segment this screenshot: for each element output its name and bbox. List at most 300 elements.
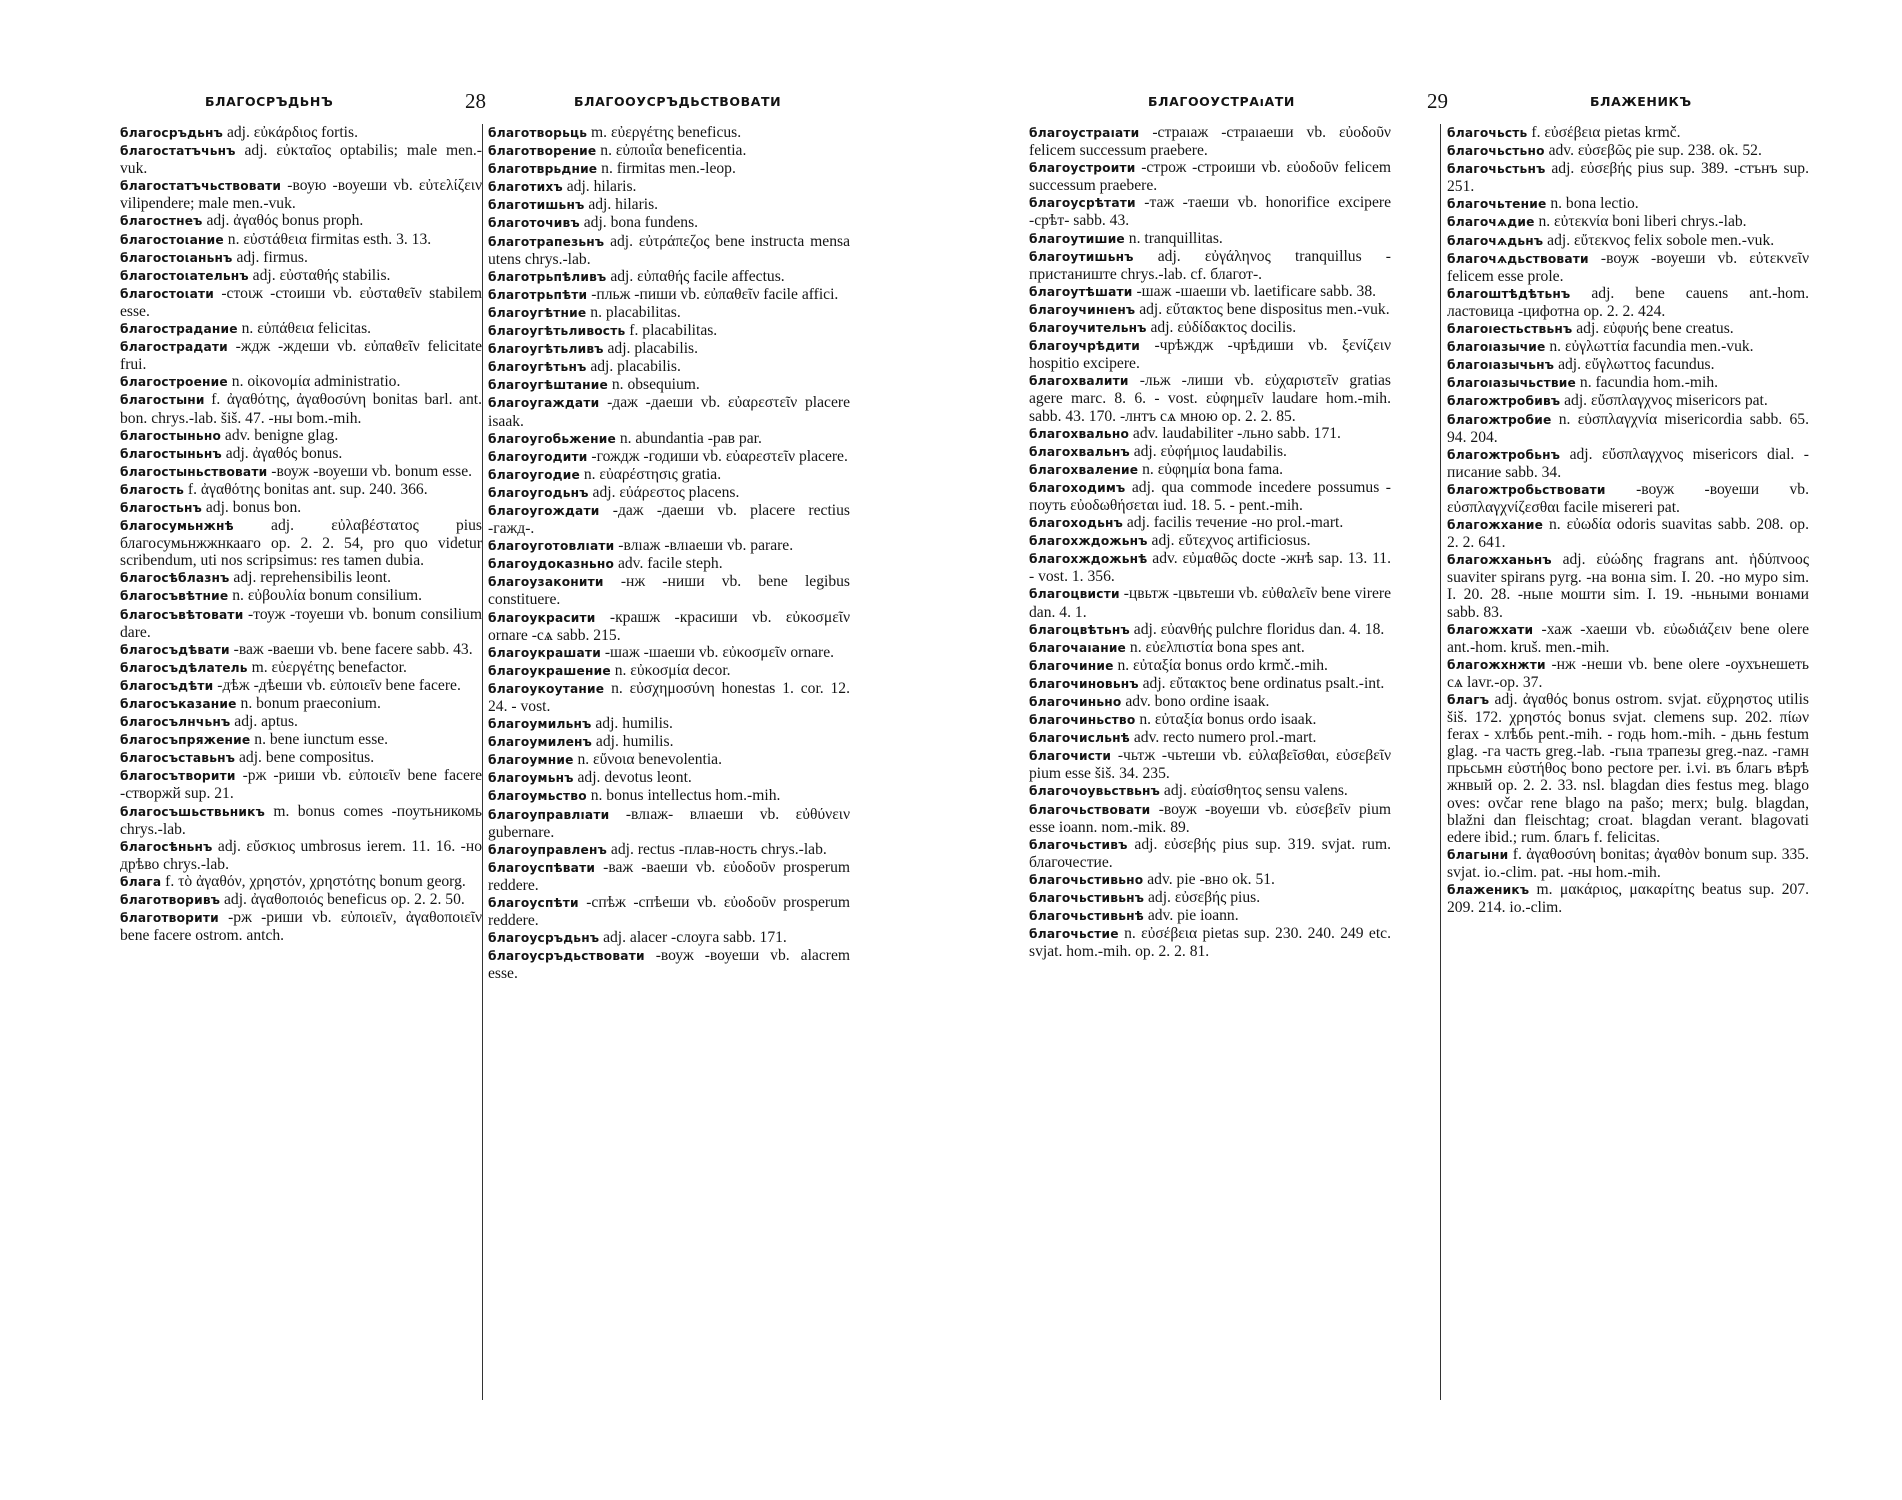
entry-headword: благоуправлıати — [488, 807, 610, 822]
entry-headword: благоучинıенъ — [1029, 302, 1136, 317]
entry-definition: adj. εὔτεκνος felix sobole men.-vuk. — [1543, 231, 1775, 249]
dictionary-entry — [120, 267, 482, 285]
dictionary-entry — [120, 463, 482, 481]
entry-definition: n. εὐσχημοσύνη honestas 1. cor. 12. 24. - vost. — [488, 679, 850, 715]
entry-headword: благоугѣтние — [488, 305, 587, 320]
entry-headword: благотрьпѣти — [488, 287, 588, 302]
dictionary-entry — [488, 430, 850, 448]
entry-definition: adj. placabilis. — [603, 340, 698, 358]
entry-definition: n. εὐπάθεια felicitas. — [237, 320, 372, 338]
dictionary-entry — [120, 212, 482, 230]
entry-headword: благосъдѣвати — [120, 642, 230, 657]
dictionary-entry — [120, 499, 482, 517]
entry-definition: m. μακάριος, μακαρίτης beatus sup. 207. 209. 214. io.-clim. — [1447, 881, 1809, 917]
entry-definition: n. εὐβουλία bonum consilium. — [228, 587, 423, 605]
entry-headword: благочѧдьствовати — [1447, 251, 1589, 266]
entry-headword: благостроение — [120, 375, 228, 390]
entry-definition: -таж -таеши vb. honorifice excipere -срѣт- sabb. 43. — [1029, 194, 1391, 230]
dictionary-entry — [1029, 729, 1391, 747]
page-header-right — [951, 89, 1902, 114]
running-head-right: БЛАЖЕНИКЪ — [1590, 94, 1692, 109]
entry-definition: m. εὐεργέτης benefactor. — [247, 658, 407, 676]
entry-headword: благосътворити — [120, 769, 236, 784]
entry-definition: -пльж -пиши vb. εὐπαθεῖν facile affici. — [587, 285, 839, 303]
entry-definition: adv. pie -вно ok. 51. — [1143, 870, 1275, 888]
entry-definition: n. οἰκονομία administratio. — [227, 373, 401, 391]
column-4 — [1447, 124, 1809, 916]
entry-headword: благоусръдьнъ — [488, 931, 600, 946]
entry-definition: adv. laudabiliter -льно sabb. 171. — [1129, 424, 1341, 442]
dictionary-entry — [488, 715, 850, 733]
entry-headword: благочоувьствьнъ — [1029, 784, 1160, 799]
dictionary-entry — [120, 606, 482, 641]
dictionary-entry — [120, 249, 482, 267]
entry-definition: -шаж -шаеши vb. εὐκοσμεῖν ornare. — [600, 643, 835, 661]
entry-headword: благочьствовати — [1029, 802, 1151, 817]
entry-headword: благотворение — [488, 144, 597, 159]
dictionary-entry — [488, 859, 850, 894]
entry-definition: adj. εὔσπλαγχνος misericors pat. — [1560, 392, 1768, 410]
dictionary-entry — [120, 338, 482, 373]
entry-headword: благоштѣдѣтьнъ — [1447, 286, 1571, 301]
entry-headword: благочьсть — [1447, 126, 1528, 140]
dictionary-entry — [488, 160, 850, 178]
dictionary-entry — [1029, 693, 1391, 711]
entry-definition: n. εὐταξία bonus ordo isaak. — [1135, 711, 1317, 729]
column-3 — [1029, 124, 1391, 960]
entry-headword: благосъвѣтовати — [120, 607, 244, 622]
dictionary-entry — [1447, 551, 1809, 620]
entry-headword: благостнеъ — [120, 214, 203, 229]
dictionary-entry — [1447, 691, 1809, 846]
entry-definition: n. εὐγλωττία facundia men.-vuk. — [1545, 338, 1754, 356]
entry-headword: благоумние — [488, 753, 574, 768]
dictionary-entry — [1029, 461, 1391, 479]
entry-definition: adj. εὐλαβέστατος pius благосумьнжжнкааго op. 2. 2. 54, pro quo videtur scribendum, uti nos scripsimus: res tamen dubia. — [120, 517, 482, 570]
entry-headword: благъ — [1447, 693, 1490, 707]
entry-headword: благохждожьнѣ — [1029, 552, 1148, 567]
entry-headword: благожхнжти — [1447, 657, 1546, 672]
dictionary-entry — [120, 320, 482, 338]
entry-headword: благоточивъ — [488, 216, 580, 231]
entry-definition: adv. pie ioann. — [1143, 907, 1239, 925]
dictionary-entry — [488, 680, 850, 715]
dictionary-entry — [488, 733, 850, 751]
dictionary-entry — [120, 481, 482, 499]
entry-headword: благоходьнъ — [1029, 516, 1123, 531]
dictionary-entry — [1029, 925, 1391, 960]
dictionary-entry — [1029, 159, 1391, 194]
dictionary-entry — [120, 803, 482, 838]
entry-headword: благотворивъ — [120, 893, 221, 908]
entry-definition: n. obsequium. — [607, 376, 700, 394]
dictionary-entry — [488, 929, 850, 947]
entry-definition: adj. aptus. — [230, 713, 298, 731]
dictionary-entry — [120, 713, 482, 731]
entry-definition: adv. recto numero prol.-mart. — [1129, 729, 1317, 747]
dictionary-entry — [1029, 747, 1391, 782]
entry-headword: благоугодие — [488, 467, 580, 482]
dictionary-entry — [120, 767, 482, 802]
entry-headword: благоудоказньно — [488, 557, 615, 572]
entry-definition: adj. humilis. — [592, 733, 674, 751]
dictionary-entry — [1029, 621, 1391, 639]
entry-definition: n. bonus intellectus hom.-mih. — [586, 787, 781, 805]
entry-headword: благоуготовлıати — [488, 539, 615, 554]
dictionary-entry — [488, 947, 850, 982]
dictionary-entry — [488, 214, 850, 232]
entry-headword: благостоιаньнъ — [120, 250, 233, 265]
entry-definition: adj. εὔτεχνος artificiosus. — [1147, 532, 1311, 550]
entry-headword: благочьстие — [1029, 927, 1119, 942]
dictionary-entry — [1029, 230, 1391, 248]
entry-headword: благотворити — [120, 911, 219, 926]
entry-headword: благотрапезьнъ — [488, 234, 605, 249]
entry-headword: благочиньно — [1029, 695, 1122, 709]
entry-definition: adj. hilaris. — [584, 196, 659, 214]
column-2 — [488, 124, 850, 983]
entry-definition: adj. firmus. — [232, 248, 308, 266]
entry-headword: благостатъчьнъ — [120, 144, 236, 159]
dictionary-entry — [1447, 338, 1809, 356]
entry-definition: adj. εὐσταθής stabilis. — [248, 266, 391, 284]
entry-definition: adj. facilis течение -но prol.-mart. — [1122, 514, 1344, 532]
entry-headword: благохждожьнъ — [1029, 534, 1148, 549]
entry-definition: n. εὐαρέστησις gratia. — [579, 465, 722, 483]
dictionary-entry — [1447, 374, 1809, 392]
entry-definition: -крашж -красиши vb. εὐκοσμεῖν ornare -сѧ sabb. 215. — [488, 608, 850, 644]
entry-headword: благохвальнъ — [1029, 444, 1130, 459]
entry-headword: благочиние — [1029, 658, 1114, 673]
entry-definition: m. bonus comes -поутьникомь chrys.-lab. — [120, 802, 482, 838]
entry-headword: благострадати — [120, 340, 228, 355]
entry-definition: adj. εὐαίσθητος sensu valens. — [1160, 782, 1348, 800]
entry-definition: adj. ἀγαθοποιός beneficus op. 2. 2. 50. — [220, 891, 465, 909]
entry-headword: благочьстивьнѣ — [1029, 909, 1144, 924]
dictionary-entry — [120, 231, 482, 249]
dictionary-entry — [488, 751, 850, 769]
dictionary-entry — [120, 587, 482, 605]
entry-headword: благожхание — [1447, 518, 1544, 533]
column-rule — [1440, 124, 1441, 1400]
entry-headword: благоукрашение — [488, 663, 611, 678]
entry-headword: благоугѣштание — [488, 378, 608, 393]
entry-headword: благоугодити — [488, 449, 588, 464]
entry-definition: adj. εὐκταῖος optabilis; male men.-vuk. — [120, 142, 482, 178]
dictionary-entry — [1029, 675, 1391, 693]
entry-headword: благосъдѣти — [120, 678, 214, 693]
entry-headword: благотихъ — [488, 180, 563, 195]
entry-definition: adj. devotus leont. — [573, 769, 692, 787]
entry-headword: благожхати — [1447, 622, 1534, 637]
dictionary-entry — [488, 644, 850, 662]
dictionary-entry — [1447, 195, 1809, 213]
entry-definition: adv. facile steph. — [614, 555, 723, 573]
dictionary-entry — [120, 177, 482, 212]
entry-definition: -нж -ниши vb. bene legibus constituere. — [488, 573, 850, 609]
dictionary-entry — [1029, 248, 1391, 283]
entry-definition: -нж -неши vb. bene olere -оухънешеть сѧ lavr.-op. 37. — [1447, 655, 1809, 691]
dictionary-entry — [1029, 479, 1391, 514]
entry-headword: благожтробивъ — [1447, 394, 1561, 409]
entry-definition: n. εὐσπλαγχνία misericordia sabb. 65. 94. 204. — [1447, 410, 1809, 446]
entry-definition: n. εὐωδία odoris suavitas sabb. 208. op. 2. 2. 641. — [1447, 516, 1809, 552]
entry-headword: благосълнчьнъ — [120, 715, 231, 730]
entry-headword: благоумьнъ — [488, 771, 574, 786]
dictionary-entry — [1029, 585, 1391, 620]
entry-headword: благочьстьно — [1447, 144, 1545, 159]
dictionary-entry — [120, 517, 482, 569]
entry-definition: adj. εὐανθής pulchre floridus dan. 4. 18. — [1129, 620, 1385, 638]
dictionary-entry — [488, 502, 850, 537]
entry-definition: -чрѣждж -чрѣдиши vb. ξενίζειν hospitio excipere. — [1029, 337, 1391, 373]
dictionary-entry — [488, 894, 850, 929]
dictionary-entry — [1029, 124, 1391, 159]
entry-definition: adj. εὐάρεστος placens. — [588, 483, 740, 501]
dictionary-entry — [1447, 232, 1809, 250]
entry-headword: благоутишие — [1029, 231, 1125, 246]
dictionary-entry — [1447, 481, 1809, 516]
entry-headword: благоıестьствьнъ — [1447, 322, 1573, 337]
dictionary-entry — [488, 573, 850, 608]
entry-definition: n. εὐταξία bonus ordo krmč.-mih. — [1113, 656, 1328, 674]
entry-definition: adj. humilis. — [591, 715, 673, 733]
entry-definition: -влıаж- влıаеши vb. εὐθύνειν gubernare. — [488, 805, 850, 841]
entry-headword: благочѧдие — [1447, 215, 1535, 230]
entry-definition: f. ἀγαθότης bonitas ant. sup. 240. 366. — [184, 480, 428, 498]
entry-definition: n. bona lectio. — [1546, 195, 1639, 213]
entry-headword: благожтробие — [1447, 412, 1552, 427]
right-page — [951, 0, 1902, 1500]
entry-definition: adj. ἀγαθός bonus. — [221, 444, 343, 462]
dictionary-entry — [1447, 250, 1809, 285]
entry-definition: adj. bene compositus. — [235, 749, 375, 767]
page-number: 29 — [1427, 89, 1448, 113]
dictionary-entry — [1029, 319, 1391, 337]
dictionary-entry — [488, 466, 850, 484]
entry-definition: -влıаж -влıаеши vb. parare. — [614, 537, 794, 555]
entry-definition: -страıаж -страıаеши vb. εὐοδοῦν felicem successum praebere. — [1029, 124, 1391, 160]
entry-definition: adj. εὐσεβής pius sup. 319. svjat. rum. благочестие. — [1029, 835, 1391, 871]
entry-headword: благочаıание — [1029, 640, 1127, 655]
entry-definition: -рж -риши vb. εὐποιεῖν bene facere -створжй sup. 21. — [120, 767, 482, 803]
entry-definition: -даж -даеши vb. placere rectius -гажд-. — [488, 501, 850, 538]
dictionary-entry — [120, 659, 482, 677]
entry-headword: благочьстьнъ — [1447, 162, 1546, 177]
entry-definition: n. εὐκοσμία decor. — [610, 661, 731, 679]
dictionary-entry — [120, 124, 482, 142]
entry-definition: adv. εὐσεβῶς pie sup. 238. ok. 52. — [1544, 142, 1762, 160]
dictionary-entry — [488, 124, 850, 142]
entry-headword: благочѧдьнъ — [1447, 233, 1544, 248]
entry-headword: благоугаждати — [488, 396, 600, 411]
entry-definition: adj. reprehensibilis leont. — [229, 569, 392, 587]
entry-definition: n. εὐτεκνία boni liberi chrys.-lab. — [1534, 213, 1747, 231]
entry-headword: благость — [120, 482, 184, 497]
dictionary-entry — [488, 142, 850, 160]
dictionary-entry — [120, 427, 482, 445]
entry-headword: благосъпряжение — [120, 733, 251, 748]
dictionary-entry — [1029, 711, 1391, 729]
dictionary-entry — [1029, 550, 1391, 585]
dictionary-entry — [488, 196, 850, 214]
entry-headword: благочисльнѣ — [1029, 731, 1130, 746]
dictionary-entry — [488, 787, 850, 805]
dictionary-entry — [120, 695, 482, 713]
entry-headword: благохваление — [1029, 462, 1139, 477]
dictionary-entry — [1447, 142, 1809, 160]
entry-headword: благоходимъ — [1029, 480, 1126, 495]
entry-definition: -льж -лиши vb. εὐχαριστεῖν gratias agere marc. 8. 6. - vost. εὐφημεῖν laudare hom.-mih. sabb. 43. 170. -лнтъ сѧ мною op. 2. 2. 85. — [1029, 372, 1391, 425]
entry-headword: благочисти — [1029, 749, 1112, 764]
dictionary-entry — [1447, 846, 1809, 881]
dictionary-entry — [488, 537, 850, 555]
dictionary-entry — [1029, 836, 1391, 871]
entry-definition: n. abundantia -рав par. — [615, 429, 762, 447]
entry-definition: -воуж -воуеши vb. εὐσεβεῖν pium esse ioann. nom.-mik. 89. — [1029, 800, 1391, 836]
entry-headword: благоугѣтьнъ — [488, 360, 587, 375]
entry-headword: благоусрѣтати — [1029, 196, 1136, 211]
entry-definition: -чьтж -чьтеши vb. εὐλαβεῖσθαι, εὐσεβεῖν pium esse šiš. 34. 235. — [1029, 747, 1391, 783]
entry-headword: благоуправленъ — [488, 842, 607, 857]
dictionary-entry — [488, 769, 850, 787]
dictionary-entry — [1029, 639, 1391, 657]
entry-headword: благосумьнжнѣ — [120, 519, 234, 534]
dictionary-entry — [120, 142, 482, 177]
dictionary-entry — [1447, 213, 1809, 231]
dictionary-entry — [120, 909, 482, 944]
entry-definition: adj. ἀγαθός bonus ostrom. svjat. εὔχρηστος utilis šiš. 172. χρηστός bonus svjat. clemens sup. 202. πίων ferax - хлѣбь pent.-mih. - годь hom.-mih. - дьнь festum glag. -га часть greg.-lab. -гыıа трапезы greg.-naz. -гамн прьсьмн εὐστήθος bono pectore per. i.vi. въ благь вѣрѣ жнвый op. 2. 2. 33. nsl. blagdan dies festus meg. blago oves: ovčar rene blago na pašo; merx; bulg. blagdan, blažni dan fleischtag; croat. blagdan verant. blagovati edere ibid.; rum. благь f. felicitas. — [1447, 691, 1809, 846]
entry-definition: adj. rectus -плав-ность chrys.-lab. — [607, 840, 827, 858]
entry-definition: adj. εὔγλωττος facundus. — [1554, 356, 1715, 374]
entry-headword: благостыньнъ — [120, 446, 222, 461]
entry-definition: n. tranquillitas. — [1124, 229, 1223, 247]
entry-definition: -важ -ваеши vb. bene facere sabb. 43. — [229, 640, 473, 658]
entry-headword: благосѣньнъ — [120, 839, 213, 854]
entry-headword: благочиньство — [1029, 713, 1136, 728]
dictionary-entry — [1447, 285, 1809, 320]
entry-definition: adj. εὔσπλαγχνος misericors dial. - писание sabb. 34. — [1447, 445, 1809, 481]
entry-definition: -воуж -воуеши vb. bonum esse. — [267, 462, 473, 480]
entry-definition: adj. bona fundens. — [579, 214, 699, 232]
entry-headword: благоугодьнъ — [488, 485, 589, 500]
entry-definition: -дѣж -дѣеши vb. εὐποιεῖν bene facere. — [213, 676, 461, 694]
entry-headword: благостыни — [120, 393, 205, 408]
entry-definition: n. placabilitas. — [586, 303, 681, 321]
dictionary-entry — [488, 484, 850, 502]
dictionary-entry — [488, 394, 850, 429]
entry-definition: adj. placabilis. — [586, 358, 681, 376]
entry-headword: благочьстивъ — [1029, 837, 1128, 852]
entry-definition: n. bene iunctum esse. — [250, 731, 389, 749]
dictionary-entry — [488, 322, 850, 340]
entry-headword: благоусръдьствовати — [488, 949, 645, 964]
entry-definition: n. εὐσέβεια pietas sup. 230. 240. 249 etc. svjat. hom.-mih. op. 2. 2. 81. — [1029, 925, 1391, 961]
entry-definition: adj. εὔσκιος umbrosus ierem. 11. 16. -но дрѣво chrys.-lab. — [120, 837, 482, 873]
dictionary-entry — [488, 358, 850, 376]
dictionary-entry — [1029, 372, 1391, 424]
dictionary-entry — [1447, 124, 1809, 142]
entry-definition: -стоιж -стоиши vb. εὐσταθεῖν stabilem esse. — [120, 284, 482, 320]
entry-definition: n. εὔνοια benevolentia. — [573, 751, 722, 769]
dictionary-entry — [1029, 443, 1391, 461]
entry-headword: благосъшьствьникъ — [120, 804, 265, 819]
entry-headword: благотрьпѣливъ — [488, 269, 607, 284]
entry-definition: f. placabilitas. — [625, 322, 718, 340]
entry-headword: благоукоутание — [488, 681, 605, 696]
entry-definition: -воуж -воуеши vb. εὐσπλαγχνίζεσθαι facile misereri pat. — [1447, 480, 1809, 516]
entry-headword: благочьстивьно — [1029, 872, 1144, 887]
dictionary-entry — [120, 569, 482, 587]
entry-headword: благожханьнъ — [1447, 553, 1552, 568]
entry-definition: -важ -ваеши vb. εὐοδοῦν prosperum reddere. — [488, 858, 850, 894]
dictionary-entry — [1447, 656, 1809, 691]
entry-headword: благочьтение — [1447, 197, 1547, 212]
entry-headword: блага — [120, 874, 162, 889]
entry-definition: adj. εὐτράπεζος bene instructa mensa utens chrys.-lab. — [488, 232, 850, 268]
dictionary-entry — [488, 806, 850, 841]
entry-headword: благоутѣшати — [1029, 284, 1133, 299]
entry-headword: благоутишьнъ — [1029, 249, 1134, 264]
entry-headword: благоумильнъ — [488, 717, 592, 732]
entry-headword: благоıазычьствие — [1447, 376, 1576, 391]
page-number: 28 — [465, 89, 486, 113]
entry-definition: -даж -даеши vb. εὐαρεστεῖν placere isaak. — [488, 394, 850, 430]
entry-headword: благыни — [1447, 847, 1509, 862]
entry-definition: -воуж -воуеши vb. εὐτεκνεῖν felicem esse prole. — [1447, 249, 1809, 285]
entry-headword: благоучрѣдити — [1029, 339, 1140, 354]
dictionary-entry — [1029, 782, 1391, 800]
entry-definition: m. εὐεργέτης beneficus. — [587, 124, 742, 141]
entry-headword: благоцвисти — [1029, 587, 1120, 602]
entry-headword: благоıазычие — [1447, 340, 1546, 355]
entry-definition: -строж -строиши vb. εὐοδοῦν felicem successum praebere. — [1029, 159, 1391, 195]
dictionary-entry — [120, 677, 482, 695]
dictionary-entry — [488, 178, 850, 196]
entry-headword: благостыньствовати — [120, 464, 268, 479]
entry-headword: благоучительнъ — [1029, 321, 1147, 336]
entry-headword: благоузаконити — [488, 575, 604, 590]
entry-headword: благостьнъ — [120, 500, 202, 515]
entry-definition: n. bonum praeconium. — [236, 695, 381, 712]
entry-definition: adj. εὐσεβής pius sup. 389. -стънъ sup. 251. — [1447, 160, 1809, 196]
entry-headword: благосъдѣлатель — [120, 660, 248, 675]
entry-headword: благострадание — [120, 322, 238, 337]
running-head-left: БЛАГОСРЪДЬНЪ — [205, 94, 334, 109]
entry-headword: благостоιательнъ — [120, 268, 249, 283]
running-head-right: БЛАГООУСРЪДЬСТВОВАТИ — [574, 94, 782, 109]
entry-headword: благоугѣтьливъ — [488, 342, 604, 357]
entry-headword: благостоιание — [120, 232, 224, 247]
dictionary-entry — [488, 376, 850, 394]
dictionary-entry — [120, 373, 482, 391]
entry-headword: благосъставьнъ — [120, 751, 236, 766]
dictionary-entry — [1029, 194, 1391, 229]
dictionary-entry — [1029, 907, 1391, 925]
entry-definition: adj. εὐπαθής facile affectus. — [606, 267, 785, 285]
entry-headword: благоукрашати — [488, 645, 601, 660]
entry-definition: n. εὐφημία bona fama. — [1138, 460, 1284, 478]
dictionary-entry — [1029, 425, 1391, 443]
dictionary-entry — [1447, 320, 1809, 338]
entry-headword: благосъказание — [120, 697, 237, 711]
dictionary-entry — [1447, 621, 1809, 656]
entry-definition: n. εὐποιΐα beneficentia. — [596, 142, 747, 160]
entry-definition: n. εὐελπιστία bona spes ant. — [1126, 638, 1305, 656]
entry-definition: adj. εὐώδης fragrans ant. ἡδύπνοος suaviter spirans pyrg. -на вонıа sim. I. 20. -но муро sim. I. 20. 28. -ныıе мошти sim. I. 19. -ньными вонıами sabb. 83. — [1447, 551, 1809, 621]
entry-headword: благосѣблазнъ — [120, 571, 230, 586]
entry-definition: adv. bono ordine isaak. — [1121, 693, 1270, 710]
